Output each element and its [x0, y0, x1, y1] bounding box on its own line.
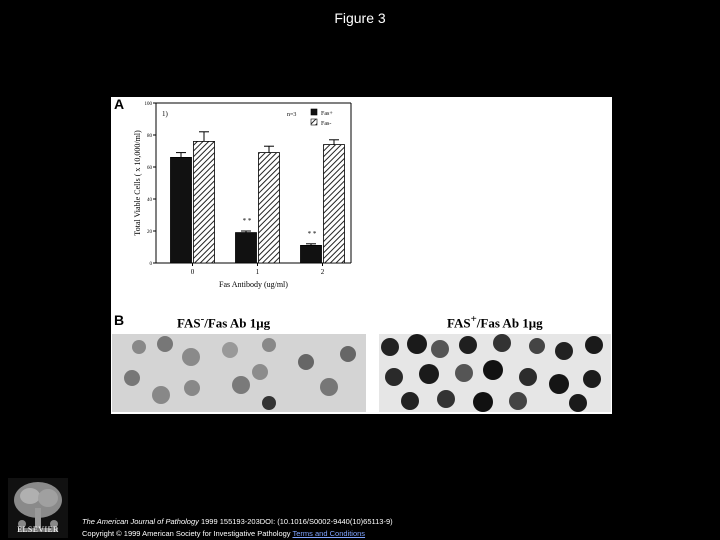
bar-fas-pos [171, 157, 192, 263]
panel-b-label: B [114, 312, 125, 328]
y-tick-label: 80 [147, 134, 152, 139]
legend-label: Fas+ [321, 111, 333, 117]
x-axis-label: Fas Antibody (ug/ml) [219, 280, 288, 289]
y-tick-label: 100 [144, 102, 152, 107]
micrograph-fas-negative [112, 334, 366, 412]
footer-citation: The American Journal of Pathology 1999 155193-203DOI: (10.1016/S0002-9440(10)65113-9) [82, 517, 393, 526]
micro-right-caption: FAS+/Fas Ab 1μg [447, 313, 543, 331]
bar-fas-pos [301, 245, 322, 263]
y-tick-label: 0 [149, 262, 152, 267]
terms-link[interactable]: Terms and Conditions [292, 529, 366, 538]
y-tick-label: 40 [147, 198, 152, 203]
y-tick-label: 60 [147, 166, 152, 171]
micrograph-fas-positive [379, 334, 611, 412]
bar-fas-pos [236, 233, 257, 263]
panel-number: 1) [162, 110, 168, 118]
bar-fas-neg [259, 153, 280, 263]
figure-panel [111, 97, 612, 414]
x-tick-label: 1 [255, 268, 260, 276]
footer-copyright: Copyright © 1999 American Society for Investigative Pathology Terms and Conditions [82, 529, 366, 538]
micro-left-caption: FAS-/Fas Ab 1μg [177, 313, 271, 331]
bar-fas-neg [324, 145, 345, 263]
bar-fas-neg [194, 141, 215, 263]
y-tick-label: 20 [147, 230, 152, 235]
legend-swatch [311, 109, 317, 115]
x-tick-label: 2 [320, 268, 325, 276]
n-label: n=3 [287, 112, 297, 118]
significance-marker: * * [307, 229, 317, 238]
y-axis-label: Total Viable Cells ( x 10,000/ml) [133, 130, 142, 236]
logo-wordmark: ELSEVIER [17, 525, 59, 534]
legend-label: Fas- [321, 121, 332, 127]
bar-chart [111, 97, 612, 307]
page-title: Figure 3 [334, 10, 386, 26]
significance-marker: * * [242, 217, 252, 225]
x-tick-label: 0 [190, 268, 195, 276]
panel-a-label: A [114, 96, 125, 112]
legend-swatch [311, 119, 317, 125]
